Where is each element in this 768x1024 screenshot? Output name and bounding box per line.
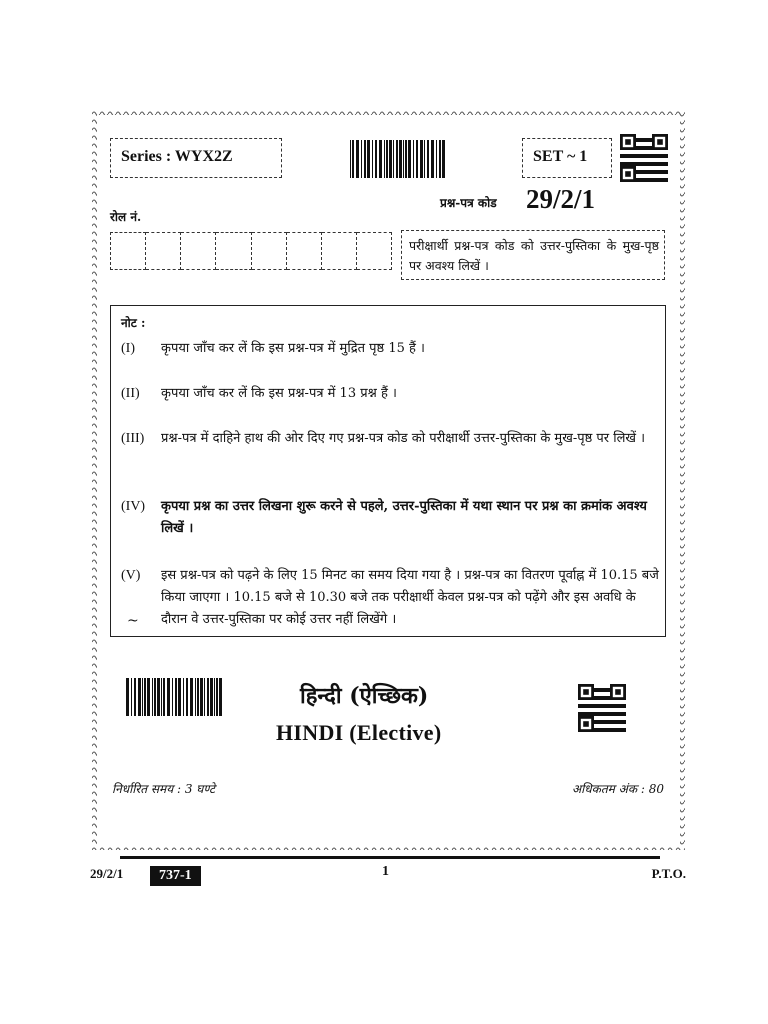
roll-digit-box[interactable] xyxy=(146,232,181,270)
paper-code-label: प्रश्न-पत्र कोड xyxy=(440,196,497,210)
subject-title-hindi: हिन्दी (ऐच्छिक) xyxy=(300,683,429,709)
page-number: 1 xyxy=(382,864,389,879)
roll-digit-box[interactable] xyxy=(252,232,287,270)
footer-rule xyxy=(120,856,660,859)
roll-digit-box[interactable] xyxy=(287,232,322,270)
footer-paper-code: 29/2/1 xyxy=(90,866,124,881)
note-text: कृपया जाँच कर लें कि इस प्रश्न-पत्र में 13 प्रश्न हैं । xyxy=(161,386,397,401)
note-number: (I) xyxy=(121,341,135,356)
maximum-marks: अधिकतम अंक : 80 xyxy=(571,782,664,796)
candidate-instruction-box xyxy=(401,230,665,280)
footer-badge: 737-1 xyxy=(150,866,201,886)
qr-code-icon xyxy=(578,684,626,732)
series-label: Series : WYX2Z xyxy=(121,148,233,165)
note-number: (II) xyxy=(121,386,140,401)
set-label: SET ~ 1 xyxy=(533,148,588,165)
time-allowed: निर्धारित समय : 3 घण्टे xyxy=(112,782,216,796)
note-text: इस प्रश्न-पत्र को पढ़ने के लिए 15 मिनट का समय दिया गया है । प्रश्न-पत्र का वितरण पूर्वाह्न में 10.15 बजे किया जाएगा । 10.15 बजे से 10.30 बजे तक परीक्षार्थी केवल प्रश्न-पत्र को पढ़ेंगे और इस अवधि के दौरान वे उत्तर-पुस्तिका पर कोई उत्तर नहीं लिखेंगे । xyxy=(161,568,659,627)
note-text: कृपया जाँच कर लें कि इस प्रश्न-पत्र में मुद्रित पृष्ठ 15 हैं । xyxy=(161,341,425,356)
roll-number-boxes[interactable] xyxy=(110,232,392,270)
roll-digit-box[interactable] xyxy=(181,232,216,270)
series-box xyxy=(110,138,282,178)
qr-code-icon xyxy=(620,134,668,182)
subject-title-english: HINDI (Elective) xyxy=(276,720,442,745)
paper-code: 29/2/1 xyxy=(526,184,596,214)
candidate-instruction: परीक्षार्थी प्रश्न-पत्र कोड को उत्तर-पुस्तिका के मुख-पृष्ठ पर अवश्य लिखें । xyxy=(409,238,659,273)
barcode-icon xyxy=(126,678,226,716)
roll-digit-box[interactable] xyxy=(216,232,251,270)
note-text: कृपया प्रश्न का उत्तर लिखना शुरू करने से पहले, उत्तर-पुस्तिका में यथा स्थान पर प्रश्न का क्रमांक अवश्य लिखें । xyxy=(161,499,647,536)
note-number: (III) xyxy=(121,431,145,446)
roll-number-label: रोल नं. xyxy=(110,210,142,224)
note-number: (V) xyxy=(121,568,141,583)
note-number: (IV) xyxy=(121,499,146,514)
barcode-icon xyxy=(350,140,446,178)
set-box xyxy=(522,138,612,178)
tilde-mark: ~ xyxy=(127,613,139,629)
roll-digit-box[interactable] xyxy=(110,232,146,270)
notes-title: नोट : xyxy=(121,316,146,330)
roll-digit-box[interactable] xyxy=(357,232,392,270)
pto-label: P.T.O. xyxy=(651,866,686,881)
notes-box xyxy=(110,305,666,637)
note-text: प्रश्न-पत्र में दाहिने हाथ की ओर दिए गए प्रश्न-पत्र कोड को परीक्षार्थी उत्तर-पुस्तिका के मुख-पृष्ठ पर लिखें । xyxy=(161,431,646,446)
roll-digit-box[interactable] xyxy=(322,232,357,270)
